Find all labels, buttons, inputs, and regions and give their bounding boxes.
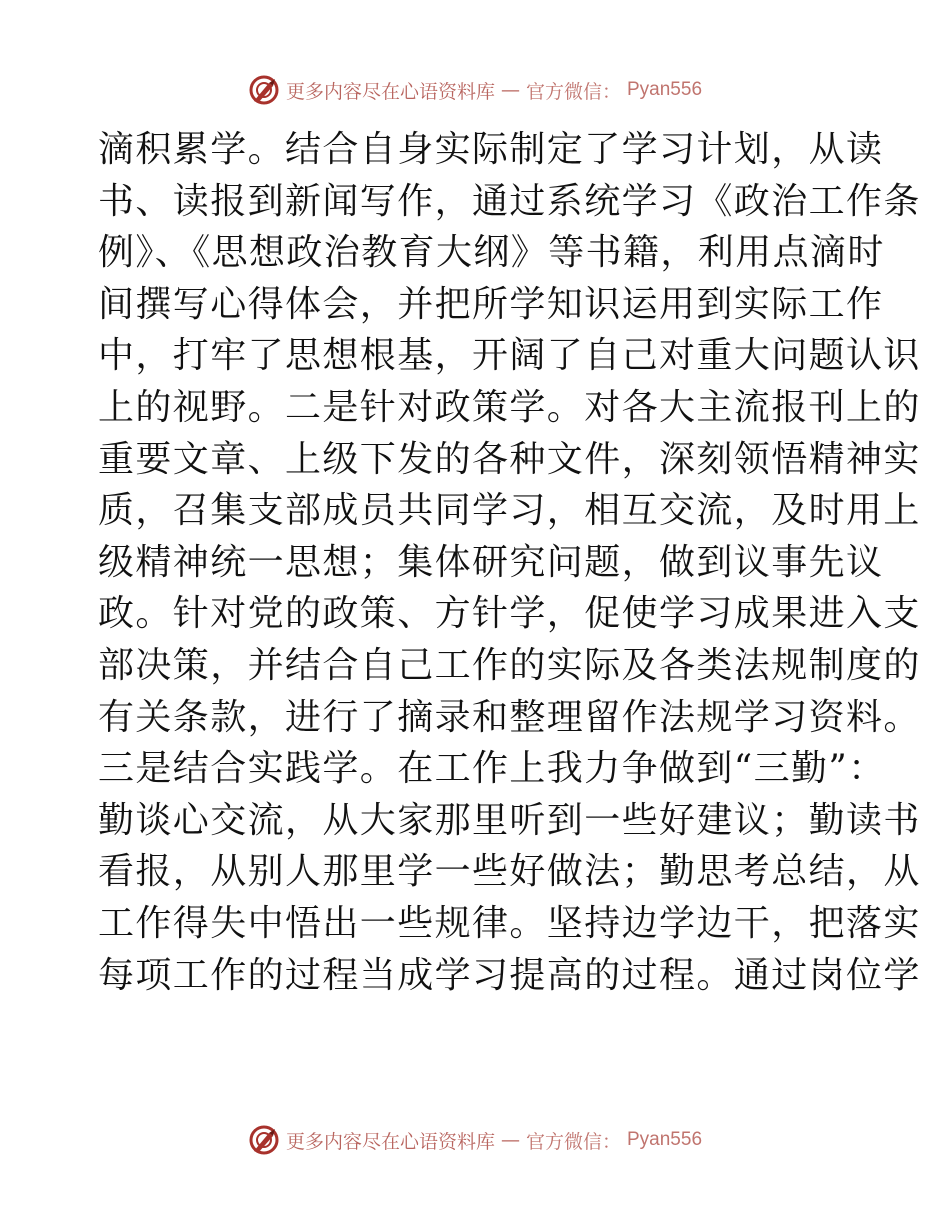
footer-wechat-id: Pyan556: [627, 1129, 703, 1150]
footer-banner: [0, 1120, 950, 1160]
document-body: [98, 124, 921, 1001]
body-line: 例》、《思想政治教育大纲》等书籍，利用点滴时: [98, 232, 885, 274]
pen-logo-icon: [248, 74, 280, 106]
header-separator: —: [500, 79, 520, 101]
body-line: 有关条款，进行了摘录和整理留作法规学习资料。: [98, 696, 921, 738]
header-wechat-id: Pyan556: [627, 79, 703, 100]
body-line: 勤谈心交流，从大家那里听到一些好建议；勤读书: [98, 799, 921, 841]
body-line: 政。针对党的政策、方针学，促使学习成果进入支: [98, 593, 921, 635]
body-line: 看报，从别人那里学一些好做法；勤思考总结，从: [98, 851, 921, 893]
body-line: 质，召集支部成员共同学习，相互交流，及时用上: [98, 490, 921, 532]
footer-brand-text: 更多内容尽在心语资料库: [285, 1130, 495, 1153]
body-line: 部决策，并结合自己工作的实际及各类法规制度的: [98, 644, 921, 686]
header-wechat-label: 官方微信：: [525, 80, 621, 103]
body-line: 三是结合实践学。在工作上我力争做到“三勤”：: [98, 748, 886, 790]
pen-logo-icon: [248, 1124, 280, 1156]
body-line: 重要文章、上级下发的各种文件，深刻领悟精神实: [98, 438, 921, 480]
body-line: 间撰写心得体会，并把所学知识运用到实际工作: [98, 283, 884, 325]
header-brand-text: 更多内容尽在心语资料库: [285, 80, 495, 103]
body-line: 中，打牢了思想根基，开阔了自己对重大问题认识: [98, 335, 921, 377]
header-banner: [0, 70, 950, 110]
body-line: 滴积累学。结合自身实际制定了学习计划，从读: [98, 129, 884, 170]
body-line: 级精神统一思想；集体研究问题，做到议事先议: [98, 541, 884, 583]
body-line: 书、读报到新闻写作，通过系统学习《政治工作条: [98, 180, 921, 222]
footer-wechat-label: 官方微信：: [525, 1130, 621, 1153]
footer-separator: —: [500, 1129, 520, 1151]
body-line: 上的视野。二是针对政策学。对各大主流报刊上的: [98, 386, 921, 428]
body-line: 工作得失中悟出一些规律。坚持边学边干，把落实: [98, 902, 921, 944]
body-line: 每项工作的过程当成学习提高的过程。通过岗位学: [98, 954, 921, 996]
